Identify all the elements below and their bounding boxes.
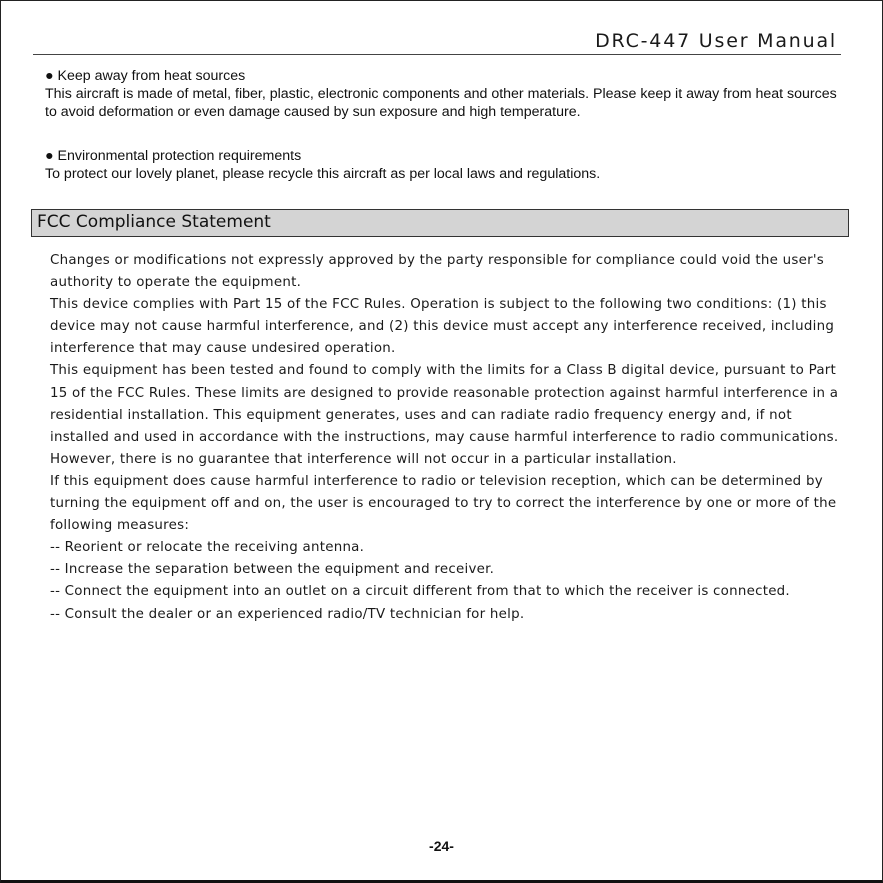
- header-divider: [33, 54, 841, 55]
- paragraph: Changes or modifications not expressly approved by the party responsible for compliance could void the user's authority to operate the equipment.: [50, 253, 825, 291]
- paragraph: This equipment has been tested and found to comply with the limits for a Class B digital device, pursuant to Part 15 of the FCC Rules. These limits are designed to provide reasonable protection against harmful interference in a residential installation. This equipment generates, uses and can radiate radio frequency energy and, if not installed and used in accordance with the instructions, may cause harmful interference to radio communications. However, there is no guarantee that interference will not occur in a particular installation.: [50, 363, 839, 467]
- fcc-statement-body: [50, 250, 840, 626]
- section-heading-bar: [31, 209, 849, 237]
- note-text: To protect our lovely planet, please recycle this aircraft as per local laws and regulations.: [45, 166, 601, 182]
- manual-header-title: DRC-447 User Manual: [595, 30, 837, 52]
- measure-item: -- Increase the separation between the equipment and receiver.: [50, 562, 495, 578]
- heat-sources-note: [45, 67, 845, 121]
- measure-item: -- Connect the equipment into an outlet on a circuit different from that to which the receiver is connected.: [50, 584, 790, 600]
- paragraph: If this equipment does cause harmful interference to radio or television reception, which can be determined by turning the equipment off and on, the user is encouraged to try to correct the interference by one or more of the following measures:: [50, 473, 837, 534]
- note-text: This aircraft is made of metal, fiber, plastic, electronic components and other materials. Please keep it away from heat sources to avoid deformation or even damage caused by sun exposure and high temperature.: [45, 86, 837, 120]
- measure-item: -- Reorient or relocate the receiving antenna.: [50, 540, 365, 556]
- environmental-note: [45, 147, 845, 183]
- page-number: -24-: [429, 838, 454, 854]
- section-title: FCC Compliance Statement: [37, 212, 271, 232]
- paragraph: This device complies with Part 15 of the FCC Rules. Operation is subject to the following two conditions: (1) this device may not cause harmful interference, and (2) this device must accept any interference received, including interference that may cause undesired operation.: [50, 297, 835, 357]
- note-heading: ● Environmental protection requirements: [45, 148, 302, 164]
- measure-item: -- Consult the dealer or an experienced radio/TV technician for help.: [50, 606, 525, 622]
- note-heading: ● Keep away from heat sources: [45, 68, 246, 84]
